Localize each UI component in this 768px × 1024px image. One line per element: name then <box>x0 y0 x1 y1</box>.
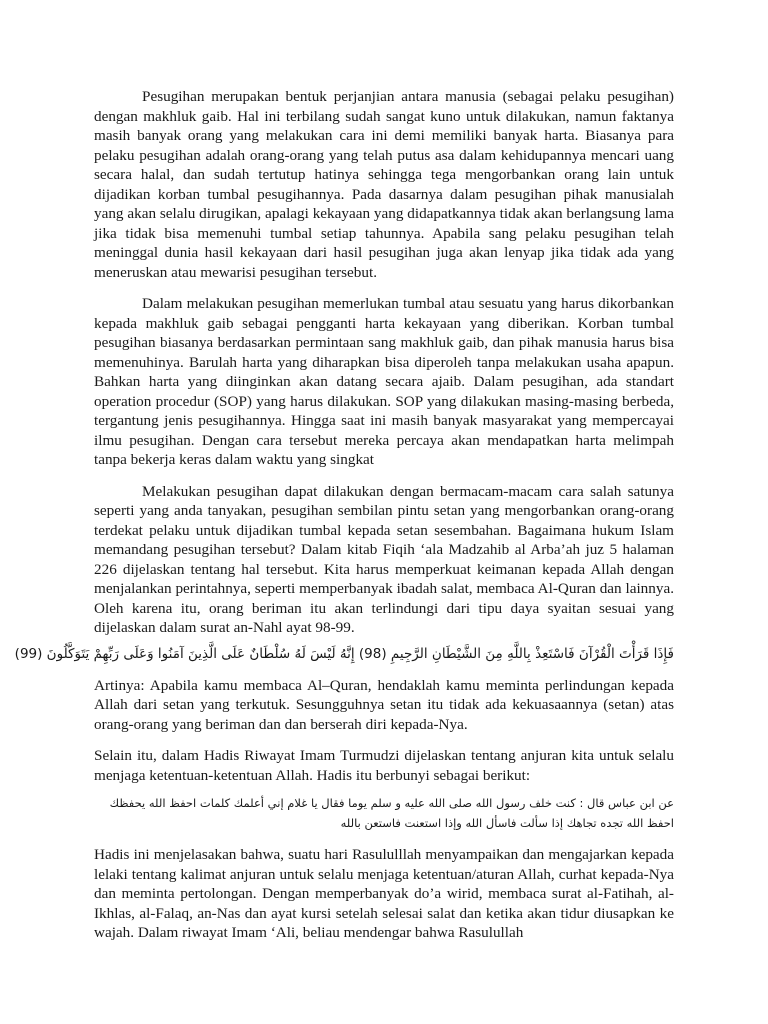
arabic-quran-verse: فَإِذَا قَرَأْتَ الْقُرْآنَ فَاسْتَعِذْ بِاللَّهِ مِنَ الشَّيْطَانِ الرَّجِيمِ (98) إِنَّهُ لَيْسَ لَهُ سُلْطَانٌ عَلَى الَّذِينَ آمَنُوا وَعَلَى رَبِّهِمْ يَتَوَكَّلُونَ (99) <box>14 645 674 662</box>
document-body <box>14 87 674 955</box>
arabic-hadith-line-2: احفظ الله تجده تجاهك إذا سألت فاسأل الله وإذا استعنت فاستعن بالله <box>340 816 674 830</box>
paragraph-tumbal: Dalam melakukan pesugihan memerlukan tumbal atau sesuatu yang harus dikorbankan kepada makhluk gaib sebagai pengganti harta kekayaan yang diberikan. Korban tumbal pesugihan biasanya berdasarkan permintaan sang makhluk gaib, dan pihak manusia harus bisa memenuhinya. Barulah harta yang diharapkan bisa diperoleh tanpa melakukan usaha apapun. Bahkan harta yang diinginkan akan datang secara ajaib. Dalam pesugihan, ada standart operation procedur (SOP) yang harus dilakukan. SOP yang dilakukan masing-masing berbeda, tergantung jenis pesugihannya. Hingga saat ini masih banyak masyarakat yang mempercayai ilmu pesugihan. Dengan cara tersebut mereka percaya akan mendapatkan harta melimpah tanpa bekerja keras dalam waktu yang singkat <box>94 295 674 468</box>
paragraph-hadith-intro: Selain itu, dalam Hadis Riwayat Imam Turmudzi dijelaskan tentang anjuran kita untuk selalu menjaga ketentuan-ketentuan Allah. Hadis itu berbunyi sebagai berikut: <box>94 747 674 784</box>
paragraph-pesugihan-definition: Pesugihan merupakan bentuk perjanjian antara manusia (sebagai pelaku pesugihan) dengan makhluk gaib. Hal ini terbilang sudah sangat kuno untuk dilakukan, namun faktanya masih banyak orang yang melakukan cara ini demi memiliki banyak harta. Biasanya para pelaku pesugihan adalah orang-orang yang telah putus asa dalam kehidupannya mencari uang secara halal, dan sudah tertutup hatinya sehingga tega mengorbankan orang lain untuk dijadikan korban tumbal pesugihannya. Pada dasarnya dalam pesugihan pihak manusialah yang akan selalu dirugikan, apalagi kekayaan yang didapatkannya tidak akan berlangsung lama jika tidak bisa memenuhi tumbal setiap tahunnya. Apabila sang pelaku pesugihan telah meninggal dunia hasil kekayaan dari hasil pesugihan juga akan lenyap jika tidak ada yang meneruskan atau mewarisi pesugihan tersebut. <box>94 88 674 281</box>
paragraph-verse-translation: Artinya: Apabila kamu membaca Al–Quran, hendaklah kamu meminta perlindungan kepada Allah dari setan yang terkutuk. Sesungguhnya setan itu tidak ada kekuasaannya (setan) atas orang-orang yang beriman dan dan berserah diri kepada-Nya. <box>94 676 674 733</box>
arabic-hadith-text <box>94 793 674 833</box>
arabic-hadith-line-1: عن ابن عباس قال : كنت خلف رسول الله صلى الله عليه و سلم يوما فقال يا غلام إني أعلمك كلمات احفظ الله يحفظك <box>109 796 674 810</box>
paragraph-islamic-view: Melakukan pesugihan dapat dilakukan dengan bermacam-macam cara salah satunya seperti yang anda tanyakan, pesugihan sembilan pintu setan yang mengorbankan orang-orang terdekat pelaku untuk dijadikan tumbal kepada setan sesembahan. Bagaimana hukum Islam memandang pesugihan tersebut? Dalam kitab Fiqih ‘ala Madzahib al Arba’ah juz 5 halaman 226 dijelaskan tentang hal tersebut. Kita harus memperkuat keimanan kepada Allah dengan menjalankan perintahnya, seperti memperbanyak ibadah salat, membaca Al-Quran dan lainnya. Oleh karena itu, orang beriman itu akan terlindungi dari tipu daya syaitan sesuai yang dijelaskan dalam surat an-Nahl ayat 98-99. <box>94 482 674 636</box>
paragraph-hadith-explanation: Hadis ini menjelasakan bahwa, suatu hari Rasululllah menyampaikan dan mengajarkan kepada lelaki tentang kalimat anjuran untuk selalu menjaga ketentuan/aturan Allah, curhat kepada-Nya dan meminta pertolongan. Dengan memperbanyak do’a wirid, membaca surat al-Fatihah, al-Ikhlas, al-Falaq, an-Nas dan ayat kursi setelah selesai salat dan ketika akan tidur diusapkan ke wajah. Dalam riwayat Imam ‘Ali, beliau mendengar bahwa Rasulullah <box>94 846 674 941</box>
